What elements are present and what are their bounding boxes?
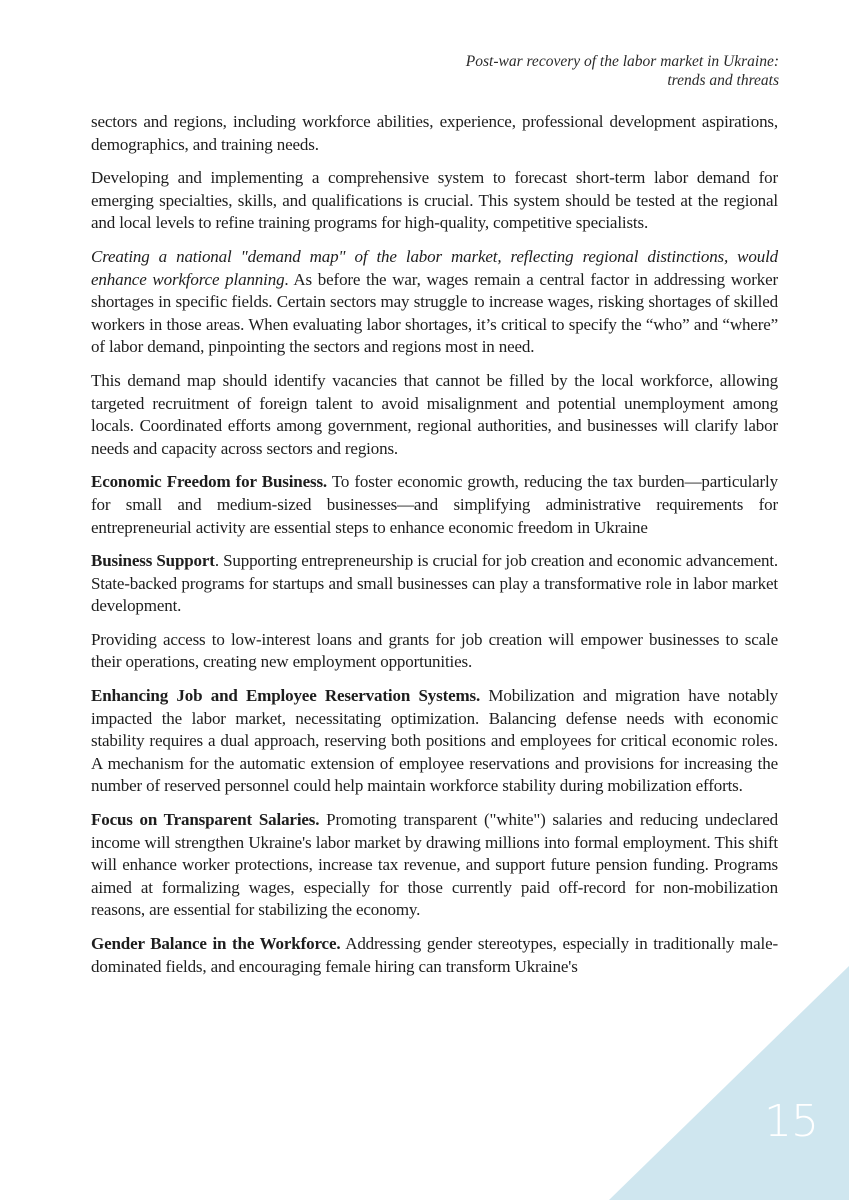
paragraph-heading: Enhancing Job and Employee Reservation Systems. — [91, 686, 481, 706]
paragraph-text: This demand map should identify vacancies that cannot be filled by the local workforce, allowing targeted recruitment of foreign talent to avoid misalignment and potential unemployment among locals. Coordinated efforts among government, regional authorities, and businesses will clarify labor needs and capacity across sectors and regions. — [91, 370, 778, 458]
paragraph-demand-map — [91, 246, 778, 359]
paragraph-forecast-system — [91, 167, 778, 235]
paragraph-continuation — [91, 111, 778, 156]
paragraph-text: To foster economic growth, reducing the tax burden—particularly for small and medium-sized businesses—and simplifying administrative requirements for entrepreneurial activity are essential steps to enhance economic freedom in Ukraine — [91, 472, 778, 537]
corner-triangle-shape — [609, 966, 849, 1200]
paragraph-vacancies — [91, 370, 778, 460]
paragraph-text: Providing access to low-interest loans and grants for job creation will empower businesses to scale their operations, creating new employment opportunities. — [91, 629, 778, 672]
paragraph-reservation-systems — [91, 685, 778, 798]
running-header — [359, 52, 779, 90]
paragraph-text: . Supporting entrepreneurship is crucial for job creation and economic advancement. State-backed programs for startups and small businesses can play a transformative role in labor market development. — [91, 551, 778, 616]
paragraph-lead-italic: Creating a national "demand map" of the labor market, reflecting regional distinctions, would enhance workforce planning — [91, 246, 778, 289]
paragraph-heading: Gender Balance in the Workforce. — [91, 934, 341, 953]
paragraph-text: Addressing gender stereotypes, especially in traditionally male-dominated fields, and encouraging female hiring can transform Ukraine's — [91, 934, 778, 976]
paragraph-text: Promoting transparent ("white") salaries and reducing undeclared income will strengthen Ukraine's labor market by drawing millions into formal employment. This shift will enhance worker protections, increase tax revenue, and support future pension funding. Programs aimed at formalizing wages, especially for those currently paid off-record for non-mobilization reasons, are essential for stabilizing the economy. — [91, 810, 778, 920]
paragraph-economic-freedom — [91, 471, 778, 539]
running-header-line-1: Post-war recovery of the labor market in Ukraine: — [465, 53, 779, 70]
paragraph-business-support — [91, 550, 778, 618]
paragraph-transparent-salaries — [91, 809, 778, 922]
corner-triangle-fill — [609, 966, 849, 1200]
paragraph-text: Mobilization and migration have notably impacted the labor market, necessitating optimization. Balancing defense needs with economic stability requires a dual approach, reserving both positions and employees for critical economic roles. A mechanism for the automatic extension of employee reservations and provisions for increasing the number of reserved personnel could help maintain workforce stability during mobilization efforts. — [91, 686, 778, 796]
corner-decoration-triangle — [609, 966, 849, 1200]
running-header-line-2: trends and threats — [667, 72, 779, 89]
paragraph-heading: Focus on Transparent Salaries. — [91, 810, 320, 830]
body-text — [91, 111, 778, 989]
paragraph-heading: Business Support — [91, 551, 215, 571]
paragraph-heading: Economic Freedom for Business. — [91, 472, 328, 492]
paragraph-text: sectors and regions, including workforce abilities, experience, professional development aspirations, demographics, and training needs. — [91, 112, 778, 154]
paragraph-loans-grants — [91, 629, 778, 674]
paragraph-text: . As before the war, wages remain a central factor in addressing worker shortages in specific fields. Certain sectors may struggle to increase wages, risking shortages of skilled workers in those areas. When evaluating labor shortages, it’s critical to specify the “who” and “where” of labor demand, pinpointing the sectors and regions most in need. — [91, 269, 778, 357]
page-number: 15 — [764, 1096, 818, 1147]
paragraph-text: Developing and implementing a comprehensive system to forecast short-term labor demand for emerging specialties, skills, and qualifications is crucial. This system should be tested at the regional and local levels to refine training programs for high-quality, competitive specialists. — [91, 168, 778, 233]
paragraph-gender-balance — [91, 933, 778, 978]
